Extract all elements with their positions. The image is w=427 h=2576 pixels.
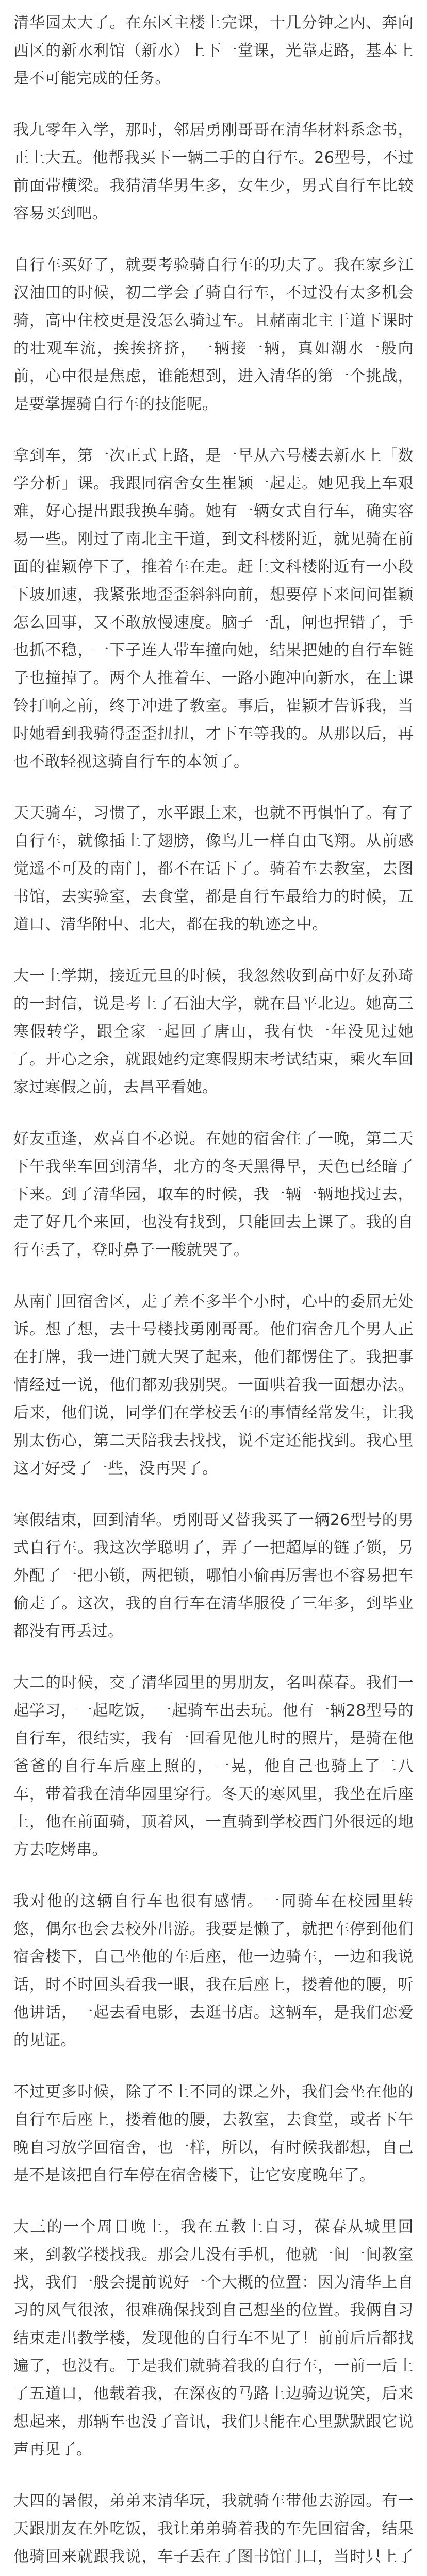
article-paragraph: 寒假结束，回到清华。勇刚哥又替我买了一辆26型号的男式自行车。我这次学聪明了，弄了一把超厚的链子锁，另外配了一把小锁，两把锁，哪怕小偷再厉害也不容易把车偷走了。这次，我的自行车在清华服役了三年多，到毕业都没有再丢过。 xyxy=(13,1511,414,1640)
article-paragraph: 天天骑车，习惯了，水平跟上来，也就不再惧怕了。有了自行车，就像插上了翅膀，像鸟儿一样自由飞翔。从前感觉遥不可及的南门，都不在话下了。骑着车去教室，去图书馆，去实验室，去食堂，都是自行车最给力的时候，五道口、清华附中、北大，都在我的轨迹之中。 xyxy=(13,804,414,934)
article-paragraph: 大一上学期，接近元旦的时候，我忽然收到高中好友孙琦的一封信，说是考上了石油大学，就在昌平北边。她高三寒假转学，跟全家一起回了唐山，我有快一年没见过她了。开心之余，就跟她约定寒假期末考试结束，乘火车回家过寒假之前，去昌平看她。 xyxy=(13,967,414,1096)
article-paragraph: 清华园太大了。在东区主楼上完课，十几分钟之内、奔向西区的新水利馆（新水）上下一堂课，光靠走路，基本上是不可能完成的任务。 xyxy=(13,14,414,88)
article-paragraph: 大三的一个周日晚上，我在五教上自习，葆春从城里回来，到教学楼找我。那会儿没有手机，他就一间一间教室找，我们一般会提前说好一个大概的位置：因为清华上自习的风气很浓，很难确保找到自己想坐的位置。我俩自习结束走出教学楼，发现他的自行车不见了！前前后后都找遍了，也没有。于是我们就骑着我的自行车，一前一后上了五道口，他载着我，在深夜的马路上边骑边说笑，后来想起来，那辆车也没了音讯，我们只能在心里默默跟它说声再见了。 xyxy=(13,2218,414,2459)
article-paragraph: 好友重逢，欢喜自不必说。在她的宿舍住了一晚，第二天下午我坐车回到清华，北方的冬天黑得早，天色已经暗了下来。到了清华园，取车的时候，我一辆一辆地找过去，走了好几个来回，也没有找到，只能回去上课了。我的自行车丢了，登时鼻子一酸就哭了。 xyxy=(13,1130,414,1259)
article-paragraph: 我九零年入学，那时，邻居勇刚哥哥在清华材料系念书，正上大五。他帮我买下一辆二手的自行车。26型号，不过前面带横梁。我猜清华男生多，女生少，男式自行车比较容易买到吧。 xyxy=(13,121,414,223)
article-paragraph: 大四的暑假，弟弟来清华玩，我就骑车带他去游园。有一天跟朋友在外吃饭，我让弟弟骑着我的车先回宿舍，结果他骑回来就跟我说，车子丢在了图书馆门口，当时只上了 xyxy=(13,2492,414,2566)
article-paragraph: 拿到车，第一次正式上路，是一早从六号楼去新水上「数学分析」课。我跟同宿舍女生崔颖一起走。她见我上车艰难，好心提出跟我换车骑。她有一辆女式自行车，确实容易一些。刚过了南北主干道，到文科楼附近，就见骑在前面的崔颖停下了，推着车在走。赶上文科楼附近有一小段下坡加速，我紧张地歪歪斜斜向前，想要停下来问问崔颖怎么回事，又不敢放慢速度。脑子一乱，闸也捏错了，手也抓不稳，一下子连人带车撞向她，结果把她的自行车链子也撞掉了。两个人推着车、一路小跑冲向新水，在上课铃打响之前，终于冲进了教室。事后，崔颖才告诉我，当时她看到我骑得歪歪扭扭，才下车等我的。从那以后，再也不敢轻视这骑自行车的本领了。 xyxy=(13,447,414,771)
article-paragraph: 大二的时候，交了清华园里的男朋友，名叫葆春。我们一起学习，一起吃饭，一起骑车出去玩。他有一辆28型号的自行车，很结实，我有一回看见他儿时的照片，是骑在他爸爸的自行车后座上照的，一晃，他自己也骑上了二八车，带着我在清华园里穿行。冬天的寒风里，我坐在后座上，他在前面骑，顶着风，一直骑到学校西门外很远的地方去吃烤串。 xyxy=(13,1674,414,1859)
article-paragraph: 不过更多时候，除了不上不同的课之外，我们会坐在他的自行车后座上，搂着他的腰，去教室，去食堂，或者下午晚自习放学回宿舍，也一样，所以，有时候我都想，自己是不是该把自行车停在宿舍楼下，让它安度晚年了。 xyxy=(13,2083,414,2184)
article-paragraph: 从南门回宿舍区，走了差不多半个小时，心中的委屈无处诉。想了想，去十号楼找勇刚哥哥。他们宿舍几个男人正在打牌，我一进门就大哭了起来，他们都愣住了。我把事情经过一说，他们都劝我别哭。一面哄着我一面想办法。后来，他们说，同学们在学校丢车的事情经常发生，让我别太伤心，第二天陪我去找找，说不定还能找到。我心里这才好受了一些，没再哭了。 xyxy=(13,1293,414,1478)
article-paragraph: 自行车买好了，就要考验骑自行车的功夫了。我在家乡江汉油田的时候，初二学会了骑自行车，不过没有太多机会骑，高中住校更是没怎么骑过车。且赭南北主干道下课时的壮观车流，挨挨挤挤，一辆接一辆，真如潮水一般向前，心中很是焦虑，谁能想到，进入清华的第一个挑战，是要掌握骑自行车的技能呢。 xyxy=(13,256,414,413)
article-paragraph: 我对他的这辆自行车也很有感情。一同骑车在校园里转悠，偶尔也会去校外出游。我要是懒了，就把车停到他们宿舍楼下，自己坐他的车后座，他一边骑车，一边和我说话，时不时回头看我一眼，我在后座上，搂着他的腰，听他讲话，一起去看电影，去逛书店。这辆车，是我们恋爱的见证。 xyxy=(13,1892,414,2049)
